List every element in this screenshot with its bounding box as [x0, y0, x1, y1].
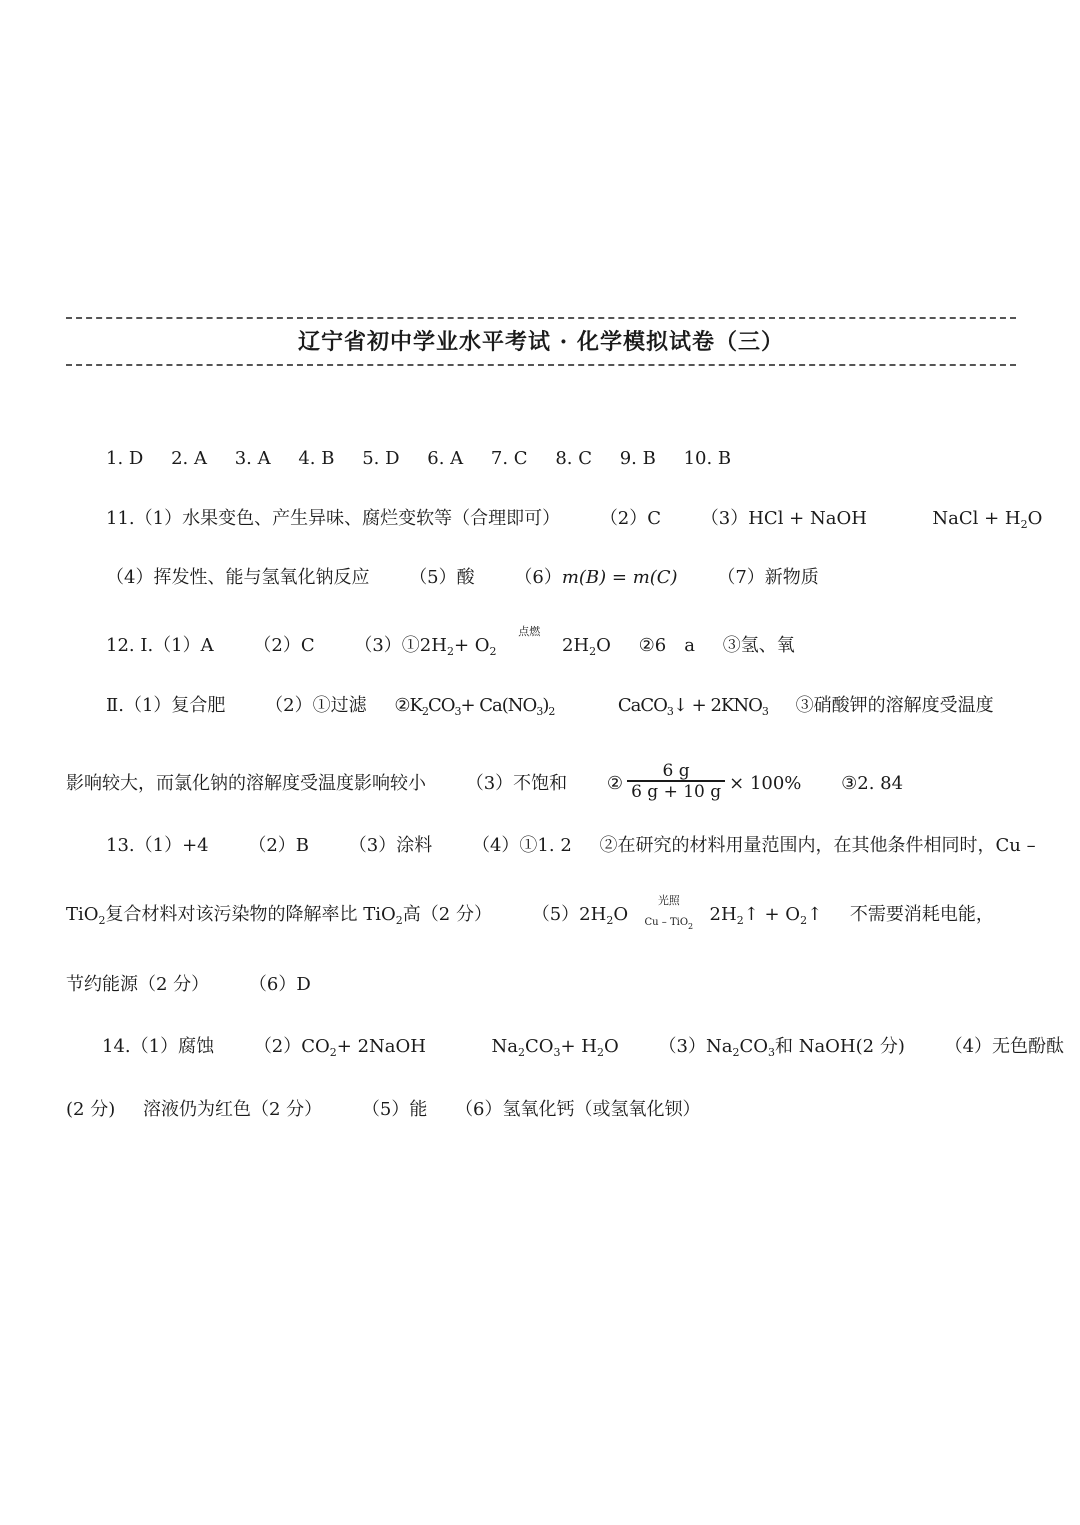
q13-answer-5-cont: 节约能源（2 分）	[66, 974, 210, 995]
q13-answer-6: （6）D	[248, 974, 311, 995]
q12-ii-3-c: ③2. 84	[841, 773, 904, 794]
q12-i-3-c: ③氢、氧	[722, 635, 795, 656]
q12-ii-2-equation: $②K_2CO_3+ Ca(NO_3)_2$ CaCO$_3$↓ + $2KNO_3$	[394, 695, 768, 718]
bottom-dashed-rule	[66, 364, 1016, 366]
q12-line-1	[106, 625, 795, 658]
q14-line-2	[66, 1098, 701, 1122]
q12-ii-continuation: 影响较大，而氯化钠的溶解度受温度影响较小	[66, 773, 426, 794]
q13-line-2	[66, 894, 994, 931]
q14-answer-4-b: 溶液仍为红色（2 分）	[142, 1099, 323, 1120]
mc-answer: 4. B	[298, 448, 335, 469]
q13-answer-1: 13.（1）+4	[106, 835, 209, 856]
equation-equals-sign	[877, 507, 923, 531]
q11-answer-6: （6）m(B) = m(C)	[514, 567, 678, 588]
reaction-condition-arrow: 点燃	[518, 625, 541, 638]
q14-answer-2-equation: $(2)CO_2+$ 2NaOH $Na_2CO_3+ H_2O$	[253, 1036, 619, 1059]
q13-answer-3: （3）涂料	[348, 835, 433, 856]
top-dashed-rule	[66, 317, 1016, 319]
q11-answer-4: （4）挥发性、能与氢氧化钠反应	[106, 567, 370, 588]
q12-ii-2: （2）①过滤	[265, 695, 367, 716]
mc-answer: 5. D	[362, 448, 400, 469]
q11-line-2	[106, 566, 819, 590]
q12-i-3-b: ②6 a	[638, 635, 695, 656]
q13-answer-4-b-cont: TiO$_2$复合材料对该污染物的降解率比 TiO$_2$高（2 分）	[66, 904, 492, 927]
q13-answer-4-b: ②在研究的材料用量范围内，在其他条件相同时，Cu –	[599, 835, 1036, 856]
page-title: 辽宁省初中学业水平考试 · 化学模拟试卷（三）	[298, 329, 784, 355]
mc-answer: 9. B	[619, 448, 656, 469]
mc-answer: 8. C	[555, 448, 592, 469]
q14-answer-1: 14.（1）腐蚀	[102, 1036, 215, 1057]
q13-answer-4: （4）①1. 2	[471, 835, 572, 856]
q11-answer-1: 11.（1）水果变色、产生异味、腐烂变软等（合理即可）	[106, 508, 561, 529]
q11-answer-7: （7）新物质	[717, 567, 819, 588]
equation-equals-sign	[436, 1035, 482, 1059]
q12-ii-2-c: ③硝酸钾的溶解度受温度	[795, 695, 994, 716]
q11-answer-3-lead: （3）HCl + NaOH	[700, 508, 867, 529]
q12-line-3	[66, 761, 904, 804]
q14-answer-4: （4）无色酚酞	[944, 1036, 1065, 1057]
mc-answer: 1. D	[106, 448, 144, 469]
q12-ii-1: Ⅱ.（1）复合肥	[106, 695, 226, 716]
reaction-condition-arrow: 光照 Cu – TiO$_2$	[644, 894, 694, 931]
q14-line-1	[102, 1035, 1064, 1059]
q13-answer-5-equation: $(5)2H_2O$ 光照 Cu – TiO$_2$ $2H_2↑$ + $O_2↑$	[531, 894, 823, 931]
q13-answer-5-tail: 不需要消耗电能，	[849, 904, 994, 925]
mc-answer: 3. A	[234, 448, 271, 469]
q11-answer-3-product: NaCl + $H_2O$	[932, 508, 1043, 531]
q13-line-3	[66, 973, 311, 997]
mc-answer: 10. B	[683, 448, 732, 469]
q12-line-2	[106, 694, 994, 718]
q14-answer-6: （6）氢氧化钙（或氢氧化钡）	[455, 1099, 701, 1120]
q12-ii-3-b: ② $\frac{6 g}{6 g + 10 g}$ × 100%	[606, 761, 802, 802]
q13-line-1	[106, 834, 1036, 858]
q12-i-1: 12. Ⅰ.（1）A	[106, 635, 214, 656]
mass-fraction: $\frac{6 g}{6 g + 10 g}$	[627, 762, 725, 802]
mc-answer: 2. A	[171, 448, 207, 469]
equation-equals-sign	[563, 694, 609, 718]
mc-answers-row	[106, 447, 731, 471]
q13-answer-2: （2）B	[248, 835, 310, 856]
q12-ii-3: （3）不饱和	[465, 773, 568, 794]
q12-i-2: （2）C	[253, 635, 315, 656]
q11-answer-5: （5）酸	[409, 567, 475, 588]
q14-answer-4-score: (2 分)	[66, 1099, 116, 1120]
q12-i-3-equation: $(3)①2H_2+ O_2$ 点燃 $2H_2O$	[354, 625, 611, 658]
mc-answer: 7. C	[490, 448, 528, 469]
q14-answer-3: $(3)Na_2CO_3$和 NaOH(2 分)	[658, 1036, 905, 1059]
q11-line-1	[106, 507, 1042, 531]
q14-answer-5: （5）能	[361, 1099, 428, 1120]
mc-answer: 6. A	[427, 448, 464, 469]
q11-answer-2: （2）C	[599, 508, 662, 529]
